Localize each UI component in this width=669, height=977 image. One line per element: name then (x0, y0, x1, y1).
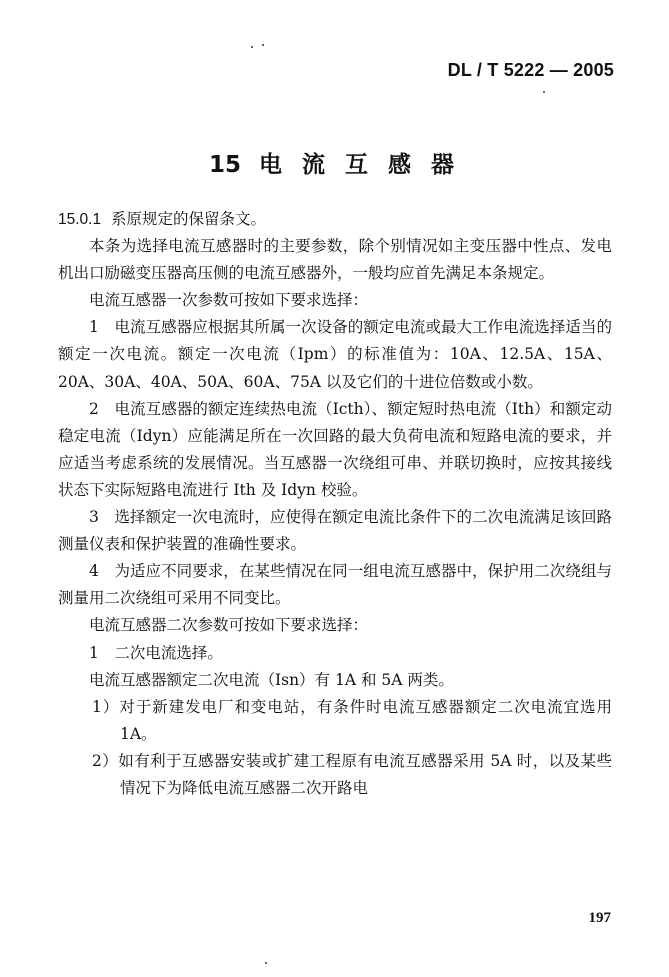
paragraph: 电流互感器一次参数可按如下要求选择： (89, 291, 369, 310)
document-code: DL / T 5222 — 2005 (447, 60, 614, 80)
paragraph: 2 电流互感器的额定连续热电流（Icth）、额定短时热电流（Ith）和额定动稳定电流（Idyn）应能满足所在一次回路的最大负荷电流和短路电流的要求，并应适当考虑系统的发展情况。当互感器一次绕组可串、并联切换时，应按其接线状态下实际短路电流进行 Ith 及 Idyn 校验。 (58, 399, 612, 499)
body-text (58, 206, 612, 802)
paragraph: 1 二次电流选择。 (89, 643, 223, 662)
paragraph: 电流互感器二次参数可按如下要求选择： (89, 616, 369, 635)
scan-speck (262, 44, 264, 46)
clause-heading (58, 206, 612, 233)
paragraph: 4 为适应不同要求，在某些情况在同一组电流互感器中，保护用二次绕组与测量用二次绕组可采用不同变比。 (58, 562, 612, 608)
scan-speck (543, 91, 545, 93)
chapter-number: 15 (208, 152, 241, 178)
paragraph: 1 电流互感器应根据其所属一次设备的额定电流或最大工作电流选择适当的额定一次电流。额定一次电流（Ipm）的标准值为：10A、12.5A、15A、20A、30A、40A、50A、60A、75A 以及它们的十进位倍数或小数。 (58, 318, 612, 391)
clause-heading-text: 系原规定的保留条文。 (110, 210, 266, 228)
chapter-title-text: 电 流 互 感 器 (258, 152, 461, 178)
clause-number: 15.0.1 (58, 211, 102, 228)
page-number: 197 (588, 910, 611, 926)
paragraph: 3 选择额定一次电流时，应使得在额定电流比条件下的二次电流满足该回路测量仪表和保护装置的准确性要求。 (58, 508, 612, 554)
paragraph: 本条为选择电流互感器时的主要参数，除个别情况如主变压器中性点、发电机出口励磁变压器高压侧的电流互感器外，一般均应首先满足本条规定。 (58, 237, 612, 283)
chapter-title (0, 146, 669, 179)
scan-speck (251, 46, 253, 48)
list-item: 2）如有利于互感器安装或扩建工程原有电流互感器采用 5A 时，以及某些情况下为降低电流互感器二次开路电 (92, 751, 612, 797)
paragraph: 电流互感器额定二次电流（Isn）有 1A 和 5A 两类。 (89, 670, 454, 689)
scan-speck (265, 962, 267, 964)
list-item: 1）对于新建发电厂和变电站，有条件时电流互感器额定二次电流宜选用 1A。 (92, 697, 612, 743)
